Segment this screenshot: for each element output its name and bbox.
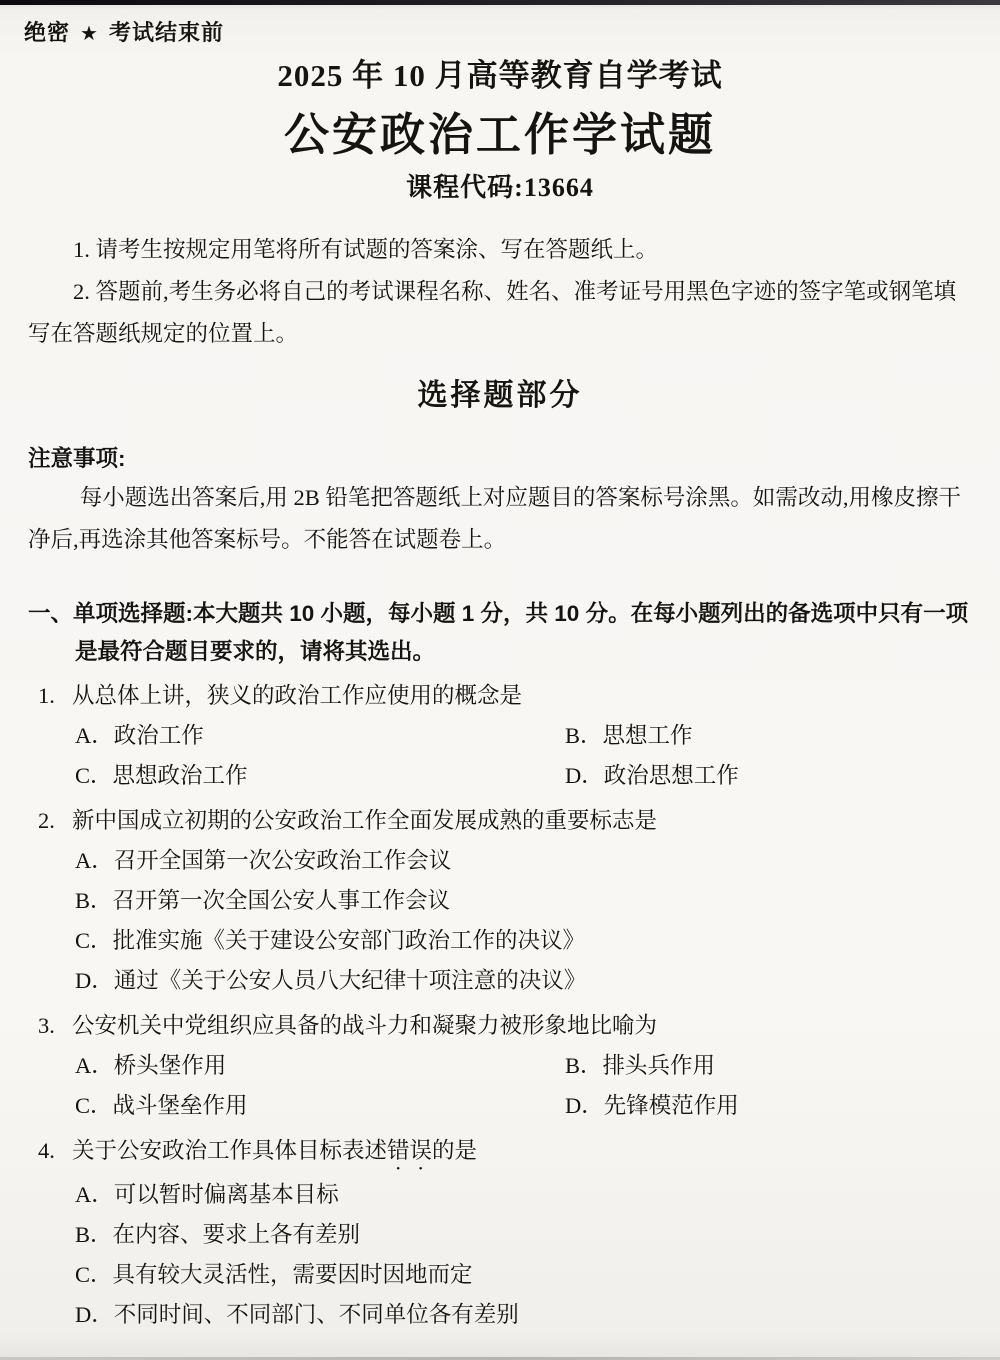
question-3-option-d: D．先锋模范作用 xyxy=(565,1092,739,1118)
question-2-number: 2. xyxy=(38,807,55,833)
question-4-option-c: C．具有较大灵活性，需要因时因地而定 xyxy=(75,1261,473,1287)
question-4-option-d: D．不同时间、不同部门、不同单位各有差别 xyxy=(75,1301,519,1327)
course-code: 课程代码:13664 xyxy=(406,172,594,202)
question-2-option-b: B．召开第一次全国公安人事工作会议 xyxy=(75,887,451,913)
question-1 xyxy=(28,676,972,796)
question-1-option-d: D．政治思想工作 xyxy=(565,762,739,788)
scan-top-edge xyxy=(0,0,1000,5)
security-suffix: 考试结束前 xyxy=(108,20,224,45)
question-1-options xyxy=(38,716,972,796)
exam-session-title: 2025 年 10 月高等教育自学考试 xyxy=(277,58,723,93)
question-2 xyxy=(28,801,972,1001)
question-1-option-c: C．思想政治工作 xyxy=(75,762,248,788)
security-prefix: 绝密 xyxy=(24,20,71,45)
question-4 xyxy=(28,1131,972,1335)
question-4-text-emphasis: 错误 xyxy=(387,1137,433,1163)
question-2-stem xyxy=(38,801,972,841)
question-2-options xyxy=(38,841,972,1001)
paper-content xyxy=(0,229,1000,1335)
paper-title: 公安政治工作学试题 xyxy=(283,110,716,161)
question-3-text: 公安机关中党组织应具备的战斗力和凝聚力被形象地比喻为 xyxy=(72,1012,658,1038)
question-4-option-b: B．在内容、要求上各有差别 xyxy=(75,1221,361,1247)
question-4-number: 4. xyxy=(38,1137,55,1163)
notes-body: 每小题选出答案后,用 2B 铅笔把答题纸上对应题目的答案标号涂黑。如需改动,用橡皮擦干净后,再选涂其他答案标号。不能答在试题卷上。 xyxy=(28,484,962,552)
question-1-stem xyxy=(38,676,972,716)
question-3-option-c: C．战斗堡垒作用 xyxy=(75,1092,248,1118)
mcq-section xyxy=(28,595,972,1335)
question-4-option-a: A．可以暂时偏离基本目标 xyxy=(75,1181,339,1207)
question-2-option-a: A．召开全国第一次公安政治工作会议 xyxy=(75,847,452,873)
choice-part-title: 选择题部分 xyxy=(417,378,583,412)
question-3-number: 3. xyxy=(38,1012,55,1038)
question-3 xyxy=(28,1006,972,1126)
star-icon: ★ xyxy=(80,23,99,45)
question-1-option-b: B．思想工作 xyxy=(565,722,693,748)
instruction-item-2: 2. 答题前,考生务必将自己的考试课程名称、姓名、准考证号用黑色字迹的签字笔或钢笔填写在答题纸规定的位置上。 xyxy=(28,278,957,346)
question-1-text: 从总体上讲，狭义的政治工作应使用的概念是 xyxy=(72,682,523,708)
instruction-item-1: 1. 请考生按规定用笔将所有试题的答案涂、写在答题纸上。 xyxy=(73,236,659,262)
mcq-section-heading: 一、单项选择题:本大题共 10 小题，每小题 1 分，共 10 分。在每小题列出的备选项中只有一项是最符合题目要求的，请将其选出。 xyxy=(28,600,969,664)
question-4-stem xyxy=(38,1131,972,1175)
question-3-option-b: B．排头兵作用 xyxy=(565,1052,716,1078)
question-4-text-post: 的是 xyxy=(432,1137,478,1163)
question-3-stem xyxy=(38,1006,972,1046)
question-3-options xyxy=(38,1046,972,1126)
question-2-option-c: C．批准实施《关于建设公安部门政治工作的决议》 xyxy=(75,927,586,953)
question-2-text: 新中国成立初期的公安政治工作全面发展成熟的重要标志是 xyxy=(72,807,658,833)
notes-heading: 注意事项: xyxy=(28,445,126,471)
security-notice xyxy=(24,16,224,47)
question-2-option-d: D．通过《关于公安人员八大纪律十项注意的决议》 xyxy=(75,967,587,993)
question-4-text-pre: 关于公安政治工作具体目标表述 xyxy=(72,1137,388,1163)
general-instructions xyxy=(28,229,972,355)
question-1-number: 1. xyxy=(38,682,55,708)
question-4-options xyxy=(38,1175,972,1335)
question-1-option-a: A．政治工作 xyxy=(75,722,204,748)
question-3-option-a: A．桥头堡作用 xyxy=(75,1052,227,1078)
